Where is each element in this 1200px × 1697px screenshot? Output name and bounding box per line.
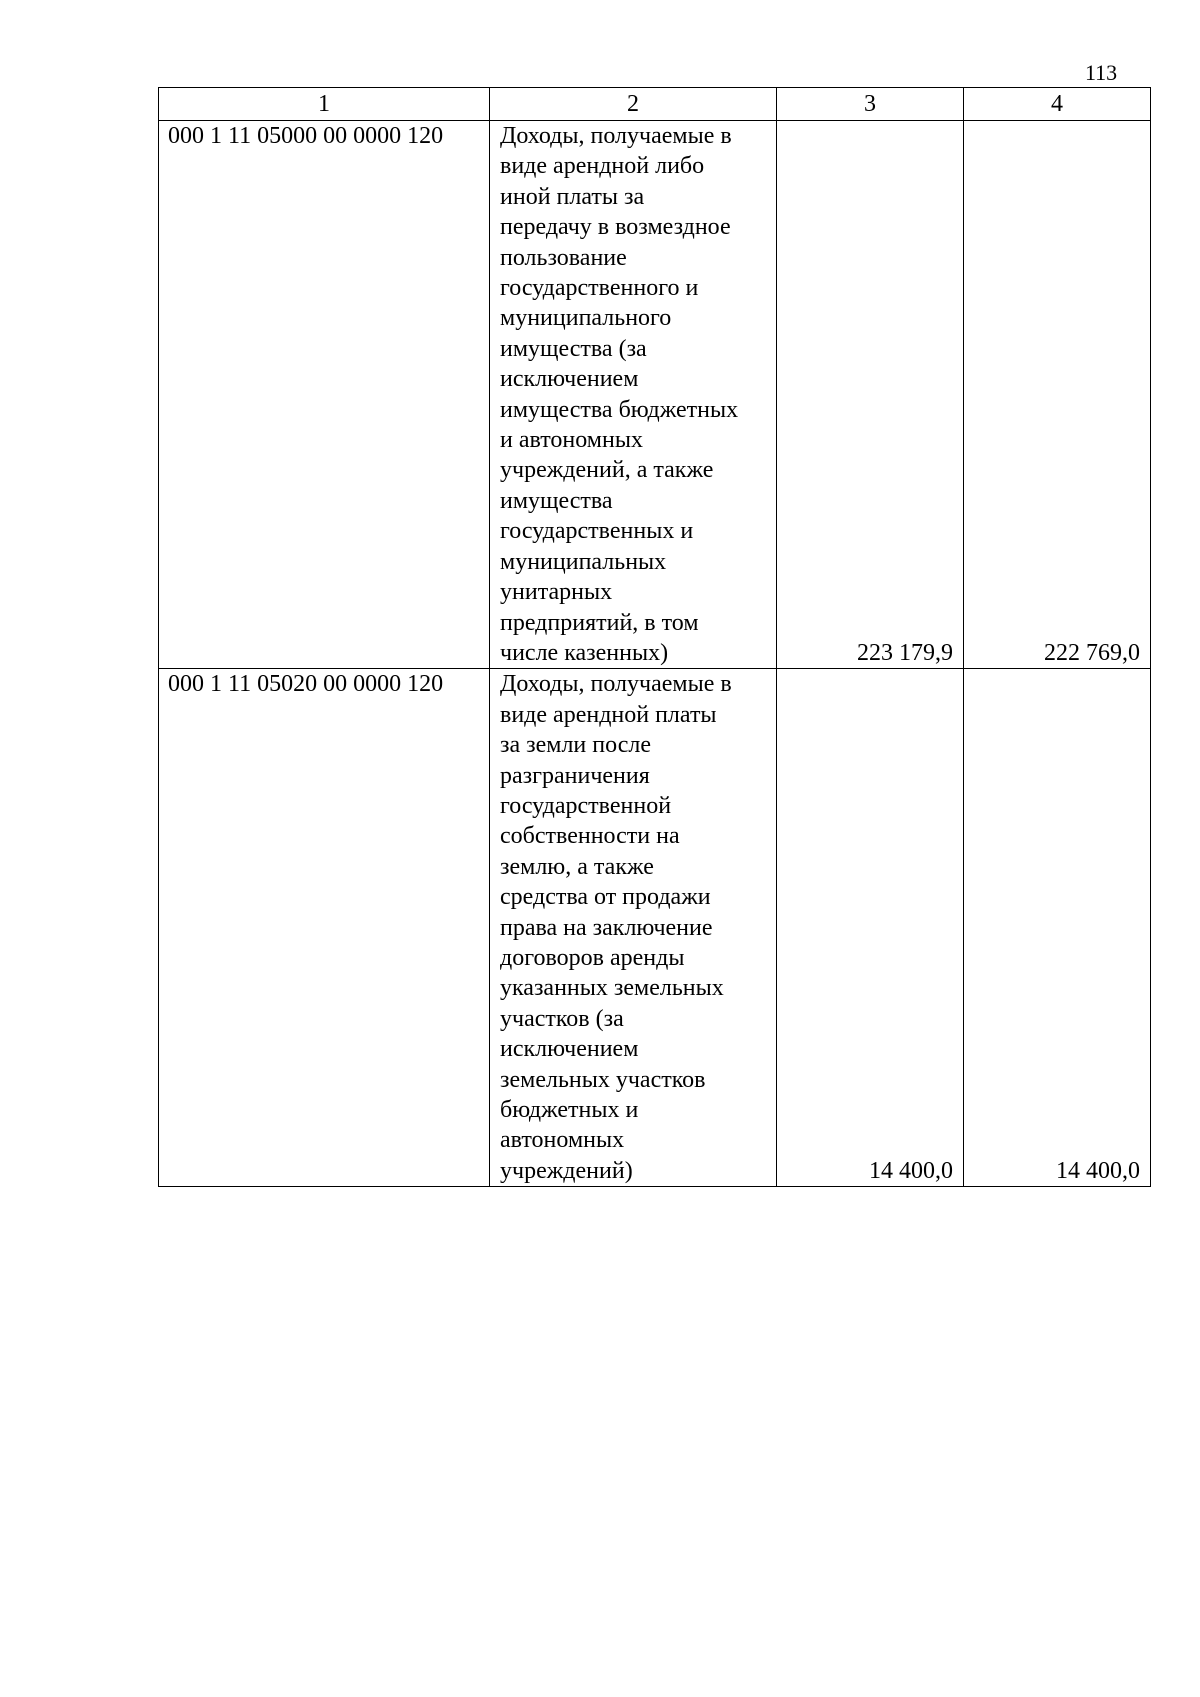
revenue-code: 000 1 11 05000 00 0000 120 xyxy=(159,121,490,669)
revenue-name-line: передачу в возмездное xyxy=(500,214,731,241)
revenue-name-line: предприятий, в том xyxy=(500,609,699,636)
value-column-3: 223 179,9 xyxy=(777,121,964,669)
revenue-name-line: имущества бюджетных xyxy=(500,396,739,423)
revenue-name-line: разграничения xyxy=(500,762,650,789)
revenue-name-line: государственной xyxy=(500,792,672,819)
column-header-1: 1 xyxy=(159,88,490,121)
revenue-name-line: собственности на xyxy=(500,823,680,850)
revenue-name xyxy=(490,121,777,669)
revenue-name-line: участков (за xyxy=(500,1005,624,1032)
value-column-4: 222 769,0 xyxy=(964,121,1151,669)
table-row xyxy=(159,121,1151,669)
value-column-3: 14 400,0 xyxy=(777,669,964,1187)
revenue-name-line: виде арендной платы xyxy=(500,701,717,728)
revenue-name-line: исключением xyxy=(500,1036,639,1063)
table-header-row xyxy=(159,88,1151,121)
table-row xyxy=(159,669,1151,1187)
column-header-4: 4 xyxy=(964,88,1151,121)
column-header-2: 2 xyxy=(490,88,777,121)
revenue-name-line: за земли после xyxy=(500,732,651,759)
revenue-name-line: исключением xyxy=(500,366,639,393)
revenue-name-line: Доходы, получаемые в xyxy=(500,671,732,698)
revenue-name-line: договоров аренды xyxy=(500,944,685,971)
page-number: 113 xyxy=(1085,60,1118,85)
revenue-name-line: учреждений) xyxy=(500,1157,633,1184)
revenue-name-line: указанных земельных xyxy=(500,975,724,1002)
revenue-name-line: учреждений, а также xyxy=(500,457,714,484)
revenue-code: 000 1 11 05020 00 0000 120 xyxy=(159,669,490,1187)
revenue-name-line: землю, а также xyxy=(500,853,654,880)
revenue-name-line: бюджетных и xyxy=(500,1097,639,1123)
revenue-name-line: автономных xyxy=(500,1127,625,1154)
revenue-name-line: унитарных xyxy=(500,579,613,606)
revenue-name-line: права на заключение xyxy=(500,914,713,941)
revenue-name-line: Доходы, получаемые в xyxy=(500,123,732,149)
revenue-name-line: имущества xyxy=(500,487,613,514)
revenue-name-line: земельных участков xyxy=(500,1066,706,1093)
budget-revenue-table xyxy=(158,87,1151,1187)
value-column-4: 14 400,0 xyxy=(964,669,1151,1187)
revenue-name-line: государственного и xyxy=(500,275,699,302)
revenue-name-line: виде арендной либо xyxy=(500,153,705,180)
revenue-name-line: государственных и xyxy=(500,518,694,545)
revenue-name xyxy=(490,669,777,1187)
revenue-name-line: иной платы за xyxy=(500,183,645,210)
revenue-name-line: и автономных xyxy=(500,427,643,454)
revenue-name-line: средства от продажи xyxy=(500,884,711,911)
column-header-3: 3 xyxy=(777,88,964,121)
revenue-name-line: муниципального xyxy=(500,305,672,332)
revenue-name-line: числе казенных) xyxy=(500,639,669,666)
revenue-name-line: муниципальных xyxy=(500,548,667,575)
revenue-name-line: имущества (за xyxy=(500,335,647,362)
revenue-name-line: пользование xyxy=(500,244,627,271)
